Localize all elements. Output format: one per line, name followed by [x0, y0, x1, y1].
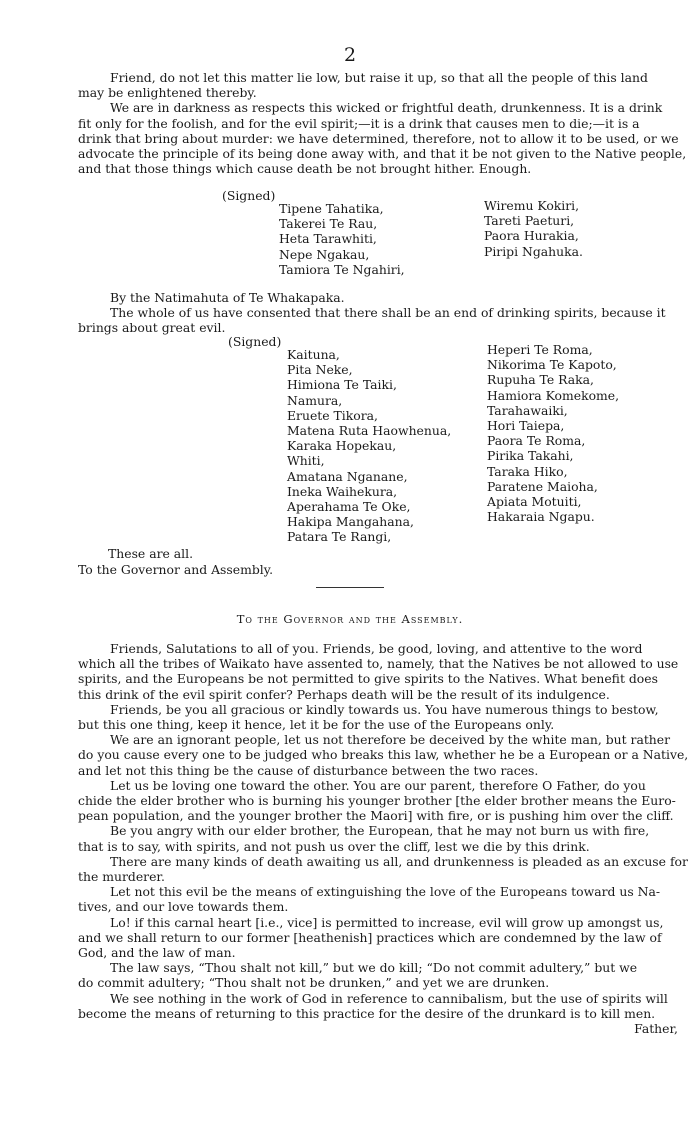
signatories-left [287, 347, 451, 545]
signatory: Tamiora Te Ngahiri, [279, 261, 405, 277]
signatory: Apiata Motuiti, [487, 494, 582, 510]
signatory: Piripi Ngahuka. [484, 243, 583, 259]
text-line: The whole of us have consented that there shall be an end of drinking spirits, because it [110, 305, 666, 321]
signatory: Eruete Tikora, [287, 407, 378, 423]
text-line: the murderer. [78, 869, 165, 885]
text-line: and let not this thing be the cause of disturbance between the two races. [78, 762, 539, 778]
text-line: become the means of returning to this practice for the desire of the drunkard is to kill men. [78, 1005, 656, 1021]
text-line: God, and the law of man. [78, 945, 236, 961]
signatory: Amatana Nganane, [287, 468, 408, 484]
catchword: Father, [634, 1021, 678, 1037]
signatories-left [279, 201, 405, 277]
text-line: this drink of the evil spirit confer? Perhaps death will be the result of its indulgence. [78, 686, 610, 702]
signatory: Nikorima Te Kapoto, [487, 357, 617, 373]
text-line: Friends, Salutations to all of you. Friends, be good, loving, and attentive to the word [110, 641, 643, 656]
signed-label: (Signed) [222, 188, 276, 203]
signatory: Pita Neke, [287, 362, 353, 378]
signatory: Rupuha Te Raka, [487, 372, 594, 388]
text-line: do you cause every one to be judged who breaks this law, whether he be a European or a Native, [78, 747, 689, 763]
signatory: Heperi Te Roma, [487, 342, 593, 357]
text-line: There are many kinds of death awaiting us all, and drunkenness is pleaded as an excuse for [110, 853, 688, 869]
signatory: Karaka Hopekau, [287, 438, 397, 454]
signatory: Hakaraia Ngapu. [487, 509, 595, 525]
text-line: advocate the principle of its being done away with, and that it be not given to the Native people, [78, 146, 687, 162]
signatory: Hakipa Mangahana, [287, 514, 414, 530]
text-line: The law says, “Thou shalt not kill,” but we do kill; “Do not commit adultery,” but we [110, 960, 638, 976]
text-line: We are an ignorant people, let us not therefore be deceived by the white man, but rather [110, 732, 671, 748]
signatory: Namura, [287, 392, 343, 408]
letter1-body [78, 70, 687, 177]
text-line: These are all. [108, 546, 194, 561]
signatory: Aperahama Te Oke, [287, 499, 411, 515]
signatory: Patara Te Rangi, [287, 529, 392, 545]
text-line: but this one thing, keep it hence, let it be for the use of the Europeans only. [78, 717, 555, 733]
signatories-right [487, 342, 619, 524]
text-line: We are in darkness as respects this wicked or frightful death, drunkenness. It is a drink [110, 100, 663, 116]
text-line: Lo! if this carnal heart [i.e., vice] is permitted to increase, evil will grow up amongst us, [110, 914, 664, 930]
signatory: Heta Tarawhiti, [279, 231, 377, 247]
letter2-closing [108, 546, 408, 561]
text-line: spirits, and the Europeans be not permitted to give spirits to the Natives. What benefit does [78, 671, 658, 687]
signatory: Taraka Hiko, [487, 463, 568, 479]
text-line: fit only for the foolish, and for the evil spirit;—it is a drink that causes men to die;—it is a [78, 115, 640, 131]
text-line: To the Governor and Assembly. [78, 562, 274, 577]
section-divider [316, 587, 384, 588]
letter3-body [78, 641, 689, 1037]
signed-label: (Signed) [228, 334, 282, 349]
text-line: By the Natimahuta of Te Whakapaka. [110, 290, 345, 305]
page-number: 2 [343, 44, 357, 66]
signatory: Nepe Ngakau, [279, 246, 370, 262]
signatory: Paora Hurakia, [484, 228, 579, 244]
signatory: Hori Taiepa, [487, 418, 565, 434]
letter2-address [78, 562, 378, 577]
text-line: and we shall return to our former [heathenish] practices which are condemned by the law of [78, 929, 662, 945]
text-line: which all the tribes of Waikato have assented to, namely, that the Natives be not allowed to use [78, 656, 679, 672]
signatory: Paora Te Roma, [487, 433, 586, 449]
letter2-body [78, 290, 678, 336]
text-line: and that those things which cause death be not brought hither. Enough. [78, 161, 532, 177]
section-heading: To the Governor and the Assembly. [236, 612, 464, 626]
text-line: Let not this evil be the means of extinguishing the love of the Europeans toward us Na- [110, 884, 661, 900]
signatory: Whiti, [287, 453, 325, 469]
text-line: Friend, do not let this matter lie low, but raise it up, so that all the people of this land [110, 70, 648, 85]
text-line: Be you angry with our elder brother, the European, that he may not burn us with fire, [110, 823, 650, 839]
signatory: Pirika Takahi, [487, 448, 574, 464]
text-line: do commit adultery; “Thou shalt not be drunken,” and yet we are drunken. [78, 975, 550, 991]
signatories-right [484, 198, 583, 259]
text-line: We see nothing in the work of God in reference to cannibalism, but the use of spirits will [110, 990, 668, 1006]
text-line: may be enlightened thereby. [78, 85, 257, 101]
text-line: tives, and our love towards them. [78, 899, 289, 915]
text-line: pean population, and the younger brother the Maori] with fire, or is pushing him over the cliff. [78, 808, 674, 824]
text-line: drink that bring about murder: we have determined, therefore, not to allow it to be used, or we [78, 130, 679, 146]
text-line: Let us be loving one toward the other. You are our parent, therefore O Father, do you [110, 777, 646, 793]
signatory: Paratene Maioha, [487, 478, 598, 494]
signatory: Tipene Tahatika, [279, 201, 384, 216]
text-line: brings about great evil. [78, 320, 226, 336]
signatory: Tareti Paeturi, [484, 213, 575, 229]
signatory: Takerei Te Rau, [279, 216, 378, 232]
signatory: Matena Ruta Haowhenua, [287, 423, 452, 439]
signatory: Hamiora Komekome, [487, 387, 620, 403]
text-line: Friends, be you all gracious or kindly towards us. You have numerous things to bestow, [110, 701, 659, 717]
signatory: Kaituna, [287, 347, 340, 362]
text-line: chide the elder brother who is burning his younger brother [the elder brother means the Euro- [78, 793, 676, 809]
signatory: Ineka Waihekura, [287, 483, 398, 499]
signatory: Himiona Te Taiki, [287, 377, 397, 393]
signatory: Wiremu Kokiri, [484, 198, 580, 213]
signatory: Tarahawaiki, [487, 402, 568, 418]
text-line: that is to say, with spirits, and not push us over the cliff, lest we die by this drink. [78, 838, 590, 854]
